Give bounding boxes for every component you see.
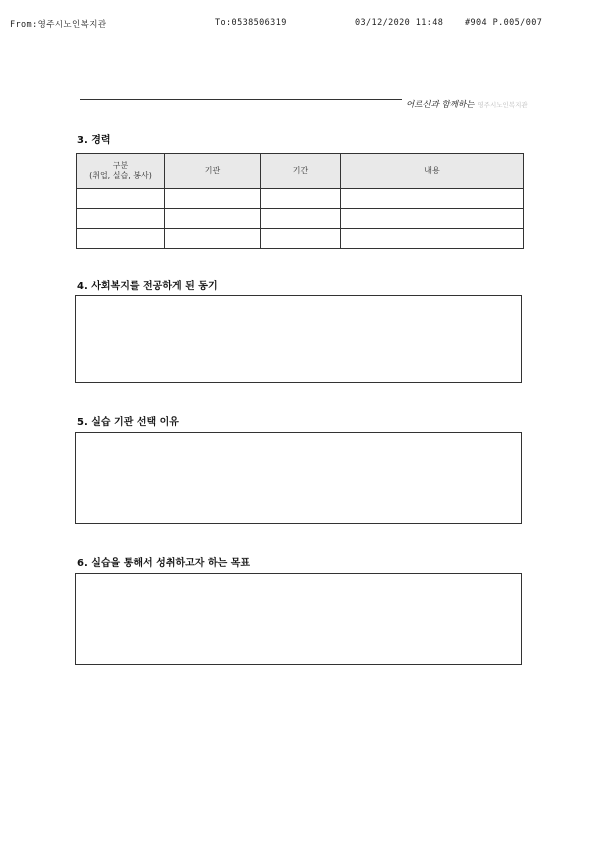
table-row: [77, 189, 524, 209]
career-header-row: [77, 154, 524, 189]
cell-category[interactable]: [77, 189, 165, 209]
table-row: [77, 229, 524, 249]
goal-section-title: 6. 실습을 통해서 성취하고자 하는 목표: [77, 558, 251, 569]
fax-from: From:영주시노인복지관: [10, 20, 107, 30]
header-content: 내용: [341, 154, 524, 189]
cell-content[interactable]: [341, 189, 524, 209]
reason-textbox[interactable]: [75, 432, 522, 524]
logo-text: 어르신과 함께하는: [406, 100, 475, 110]
organization-logo: [406, 92, 546, 110]
cell-category[interactable]: [77, 209, 165, 229]
cell-institution[interactable]: [165, 189, 261, 209]
cell-content[interactable]: [341, 229, 524, 249]
table-row: [77, 209, 524, 229]
header-period: 기간: [261, 154, 341, 189]
cell-content[interactable]: [341, 209, 524, 229]
header-category: [77, 154, 165, 189]
fax-header: [10, 18, 585, 30]
cell-period[interactable]: [261, 189, 341, 209]
cell-institution[interactable]: [165, 229, 261, 249]
career-table: [76, 153, 524, 249]
goal-textbox[interactable]: [75, 573, 522, 665]
cell-category[interactable]: [77, 229, 165, 249]
reason-section-title: 5. 실습 기관 선택 이유: [77, 417, 179, 428]
fax-to: To:0538506319: [215, 18, 287, 28]
motivation-textbox[interactable]: [75, 295, 522, 383]
cell-period[interactable]: [261, 229, 341, 249]
header-category-line1: 구분: [112, 161, 129, 170]
logo-faint-text: 영주시노인복지관: [477, 101, 528, 109]
motivation-section-title: 4. 사회복지를 전공하게 된 동기: [77, 281, 218, 292]
cell-institution[interactable]: [165, 209, 261, 229]
cell-period[interactable]: [261, 209, 341, 229]
header-rule: [80, 99, 402, 100]
fax-datetime: 03/12/2020 11:48: [355, 18, 444, 28]
header-institution: 기관: [165, 154, 261, 189]
fax-page: #904 P.005/007: [465, 18, 543, 28]
career-section-title: 3. 경력: [77, 135, 111, 146]
header-category-line2: (취업, 실습, 봉사): [89, 171, 152, 180]
